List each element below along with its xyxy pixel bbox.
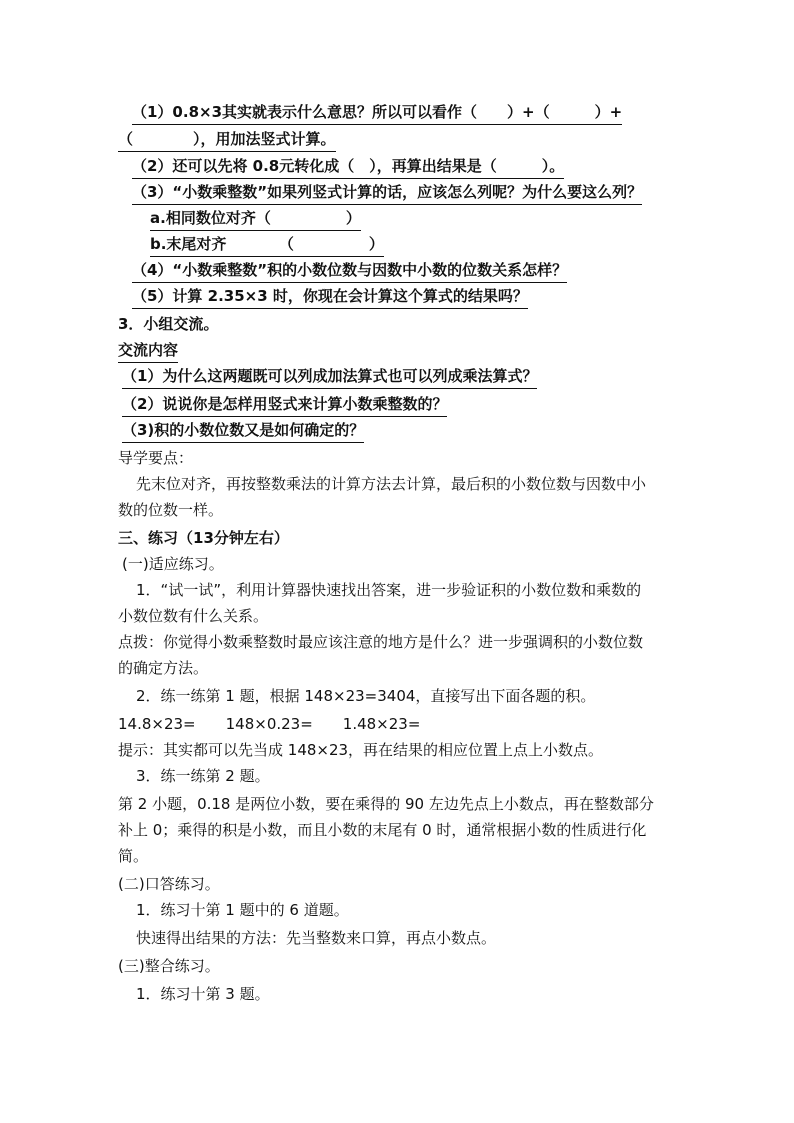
practice-1-item-3-line-2: 补上 0；乘得的积是小数，而且小数的末尾有 0 时，通常根据小数的性质进行化 [118, 821, 647, 839]
practice-3-heading: (三)整合练习。 [118, 957, 220, 975]
hint-1: 提示：其实都可以先当成 148×23，再在结果的相应位置上点上小数点。 [118, 741, 604, 759]
key-points-line-1: 先末位对齐，再按整数乘法的计算方法去计算，最后积的小数位数与因数中小 [136, 475, 647, 493]
question-1-line-1: （1）0.8×3其实就表示什么意思？所以可以看作（ ）+（ ）+ [132, 102, 622, 125]
practice-2-tip: 快速得出结果的方法：先当整数来口算，再点小数点。 [136, 929, 497, 947]
practice-1-item-1-line-1: 1．“试一试”，利用计算器快速找出答案，进一步验证积的小数位数和乘数的 [136, 581, 642, 599]
question-5: （5）计算 2.35×3 时，你现在会计算这个算式的结果吗？ [132, 286, 528, 309]
group-discussion-heading: 3．小组交流。 [118, 315, 219, 333]
practice-2-heading: (二)口答练习。 [118, 875, 220, 893]
key-points-label: 导学要点： [118, 449, 194, 467]
tip-1-line-1: 点拨：你觉得小数乘整数时最应该注意的地方是什么？进一步强调积的小数位数 [118, 633, 644, 651]
key-points-line-2: 数的位数一样。 [118, 501, 224, 519]
practice-1-item-3-line-3: 简。 [118, 847, 149, 865]
question-3: （3）“小数乘整数”如果列竖式计算的话，应该怎么列呢？为什么要这么列？ [132, 182, 642, 205]
exchange-question-3: （3)积的小数位数又是如何确定的？ [122, 420, 364, 443]
exchange-content-title: 交流内容 [118, 340, 178, 363]
practice-1-item-2: 2．练一练第 1 题，根据 148×23=3404，直接写出下面各题的积。 [136, 687, 596, 705]
question-4: （4）“小数乘整数”积的小数位数与因数中小数的位数关系怎样？ [132, 260, 567, 283]
exchange-question-2: （2）说说你是怎样用竖式来计算小数乘整数的？ [122, 394, 447, 417]
practice-1-item-3-line-1: 第 2 小题，0.18 是两位小数，要在乘得的 90 左边先点上小数点，再在整数部分 [118, 795, 654, 813]
question-3-option-b: b.末尾对齐 （ ） [150, 234, 384, 257]
practice-1-item-2-equations: 14.8×23= 148×0.23= 1.48×23= [118, 715, 421, 733]
practice-1-heading: (一)适应练习。 [122, 555, 224, 573]
exchange-question-1: （1）为什么这两题既可以列成加法算式也可以列成乘法算式？ [122, 366, 537, 389]
tip-1-line-2: 的确定方法。 [118, 659, 209, 677]
question-2: （2）还可以先将 0.8元转化成（ ），再算出结果是（ ）。 [132, 156, 564, 179]
practice-1-item-3: 3．练一练第 2 题。 [136, 767, 270, 785]
practice-3-item-1: 1．练习十第 3 题。 [136, 985, 270, 1003]
practice-2-item-1: 1．练习十第 1 题中的 6 道题。 [136, 901, 349, 919]
question-3-option-a: a.相同数位对齐（ ） [150, 208, 361, 231]
practice-heading: 三、练习（13分钟左右） [118, 529, 289, 547]
practice-1-item-1-line-2: 小数位数有什么关系。 [118, 607, 269, 625]
question-1-line-2: （ ），用加法竖式计算。 [118, 129, 336, 152]
